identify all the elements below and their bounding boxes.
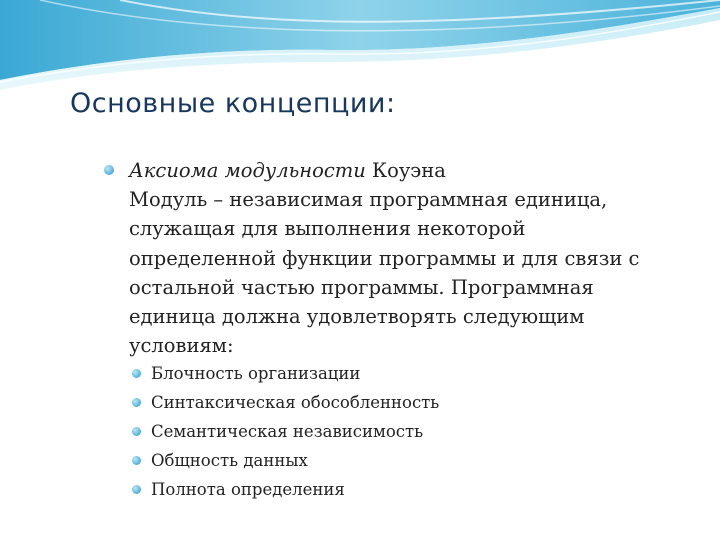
list-item-label: Синтаксическая обособленность: [151, 393, 440, 412]
main-bullet-text: [129, 156, 689, 360]
slide-title: Основные концепции:: [70, 88, 396, 119]
bullet-dot-icon: [132, 369, 141, 378]
bullet-dot-icon: [132, 427, 141, 436]
main-bullet-line: остальной частью программы. Программная: [129, 275, 594, 299]
main-bullet-line: Модуль – независимая программная единица,: [129, 188, 608, 212]
main-bullet-line: единица должна удовлетворять следующим: [129, 305, 585, 329]
bullet-dot-icon: [132, 485, 141, 494]
list-item-label: Общность данных: [151, 451, 308, 470]
list-item-label: Блочность организации: [151, 364, 361, 383]
list-item-label: Полнота определения: [151, 480, 345, 499]
main-bullet-line: определенной функции программы и для связи с: [129, 246, 640, 270]
bullet-dot-icon: [132, 398, 141, 407]
list-item-label: Семантическая независимость: [151, 422, 424, 441]
bullet-dot-icon: [104, 165, 114, 175]
axiom-name: Аксиома модульности: [129, 159, 366, 182]
axiom-author: Коуэна: [365, 159, 446, 182]
main-bullet-line: служащая для выполнения некоторой: [129, 217, 526, 241]
main-bullet-line: условиям:: [129, 334, 234, 358]
bullet-dot-icon: [132, 456, 141, 465]
main-bullet-first-line: [129, 156, 689, 185]
